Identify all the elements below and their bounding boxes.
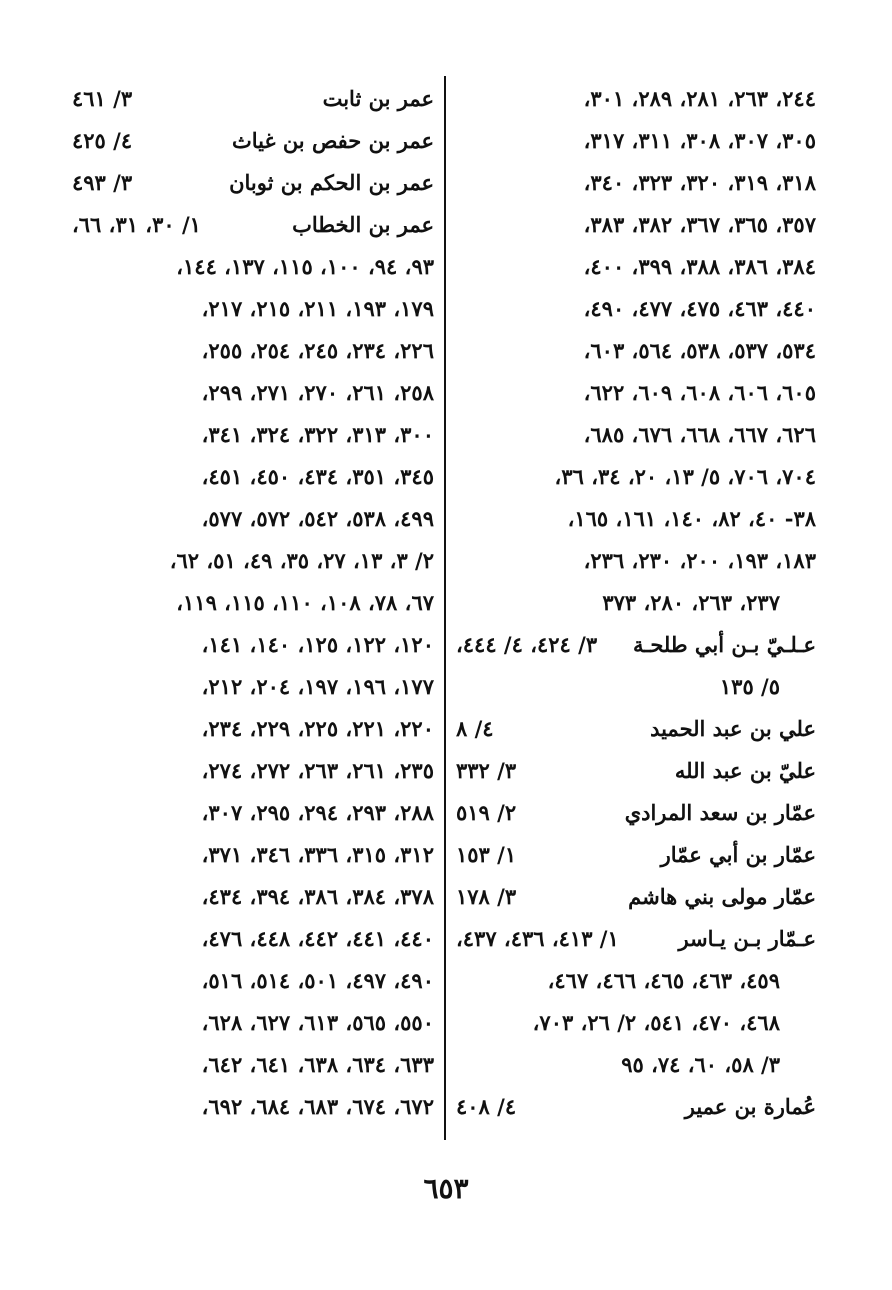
- reference-continuation: [72, 414, 434, 456]
- reference-list: ٣٥٧، ٣٦٥، ٣٦٧، ٣٨٢، ٣٨٣،: [583, 212, 816, 237]
- reference-continuation: [72, 456, 434, 498]
- reference-list: ٤٤٠، ٤٦٣، ٤٧٥، ٤٧٧، ٤٩٠،: [583, 296, 816, 321]
- reference-list: ٤٦٨، ٤٧٠، ٥٤١، ٢/ ٢٦، ٧٠٣،: [532, 1010, 780, 1035]
- reference-list: ٢٥٨، ٢٦١، ٢٧٠، ٢٧١، ٢٩٩،: [201, 380, 434, 405]
- reference-list: ٢/ ٣، ١٣، ٢٧، ٣٥، ٤٩، ٥١، ٦٢،: [169, 548, 434, 573]
- index-entry: [72, 120, 434, 162]
- reference-continuation: [456, 498, 816, 540]
- reference-continuation: [72, 288, 434, 330]
- entry-name: عـلـيّ بـن أبي طلحـة: [632, 632, 816, 657]
- reference-continuation: [456, 414, 816, 456]
- entry-name: عـمّار بـن يـاسر: [678, 926, 816, 951]
- entry-name: علي بن عبد الحميد: [650, 716, 816, 741]
- reference-continuation: [72, 246, 434, 288]
- reference-list: ٢٢٠، ٢٢١، ٢٢٥، ٢٢٩، ٢٣٤،: [201, 716, 434, 741]
- index-entry: [456, 708, 816, 750]
- reference-list: ٣/ ٥٨، ٦٠، ٧٤، ٩٥: [621, 1052, 780, 1077]
- reference-continuation: [72, 1002, 434, 1044]
- reference-list: ٥٣٤، ٥٣٧، ٥٣٨، ٥٦٤، ٦٠٣،: [583, 338, 816, 363]
- reference-continuation: [72, 1086, 434, 1128]
- entry-references: ٢/ ٥١٩: [456, 800, 517, 825]
- reference-continuation: [72, 708, 434, 750]
- entry-references: ١/ ١٥٣: [456, 842, 517, 867]
- reference-continuation: [456, 162, 816, 204]
- reference-continuation: [72, 876, 434, 918]
- reference-continuation: [72, 666, 434, 708]
- reference-continuation: [72, 750, 434, 792]
- entry-references: ٣/ ٤٢٤، ٤/ ٤٤٤،: [456, 632, 598, 657]
- reference-list: ٦٣٣، ٦٣٤، ٦٣٨، ٦٤١، ٦٤٢،: [201, 1052, 434, 1077]
- entry-name: عليّ بن عبد الله: [674, 758, 816, 783]
- entry-references: ٣/ ١٧٨: [456, 884, 517, 909]
- reference-continuation: [72, 540, 434, 582]
- reference-list: ٤٤٠، ٤٤١، ٤٤٢، ٤٤٨، ٤٧٦،: [201, 926, 434, 951]
- entry-references: ٤/ ٤٢٥: [72, 128, 133, 153]
- reference-list: ٦٧، ٧٨، ١٠٨، ١١٠، ١١٥، ١١٩،: [176, 590, 434, 615]
- entry-name: عُمارة بن عمير: [684, 1094, 816, 1119]
- reference-list: ٥٥٠، ٥٦٥، ٦١٣، ٦٢٧، ٦٢٨،: [201, 1010, 434, 1035]
- entry-references: ٣/ ٣٣٢: [456, 758, 517, 783]
- reference-continuation: [456, 960, 816, 1002]
- reference-continuation: [72, 1044, 434, 1086]
- reference-list: ٦٧٢، ٦٧٤، ٦٨٣، ٦٨٤، ٦٩٢،: [201, 1094, 434, 1119]
- index-entry: [456, 792, 816, 834]
- entry-name: عمر بن حفص بن غياث: [232, 128, 434, 153]
- reference-continuation: [456, 204, 816, 246]
- reference-list: ٣٨- ٤٠، ٨٢، ١٤٠، ١٦١، ١٦٥،: [567, 506, 816, 531]
- reference-continuation: [456, 246, 816, 288]
- reference-list: ٣٠٥، ٣٠٧، ٣٠٨، ٣١١، ٣١٧،: [583, 128, 816, 153]
- reference-continuation: [456, 1044, 816, 1086]
- reference-list: ٣١٨، ٣١٩، ٣٢٠، ٣٢٣، ٣٤٠،: [583, 170, 816, 195]
- reference-list: ٦٠٥، ٦٠٦، ٦٠٨، ٦٠٩، ٦٢٢،: [583, 380, 816, 405]
- index-entry: [72, 78, 434, 120]
- entry-name: عمر بن الخطاب: [292, 212, 434, 237]
- left-column: [72, 78, 434, 1128]
- entry-references: ٣/ ٤٦١: [72, 86, 133, 111]
- index-entry: [456, 918, 816, 960]
- reference-list: ٢٤٤، ٢٦٣، ٢٨١، ٢٨٩، ٣٠١،: [583, 86, 816, 111]
- reference-continuation: [456, 330, 816, 372]
- reference-continuation: [456, 666, 816, 708]
- page-number: ٦٥٣: [423, 1172, 469, 1205]
- reference-list: ٥/ ١٣٥: [719, 674, 780, 699]
- reference-continuation: [72, 372, 434, 414]
- entry-references: ٤/ ٨: [456, 716, 494, 741]
- reference-list: ٣٠٠، ٣١٣، ٣٢٢، ٣٢٤، ٣٤١،: [201, 422, 434, 447]
- reference-list: ٢٣٥، ٢٦١، ٢٦٣، ٢٧٢، ٢٧٤،: [201, 758, 434, 783]
- reference-list: ٣١٢، ٣١٥، ٣٣٦، ٣٤٦، ٣٧١،: [201, 842, 434, 867]
- reference-continuation: [72, 624, 434, 666]
- reference-continuation: [456, 288, 816, 330]
- entry-name: عمّار بن سعد المرادي: [624, 800, 816, 825]
- entry-references: ٣/ ٤٩٣: [72, 170, 133, 195]
- entry-references: ٤/ ٤٠٨: [456, 1094, 517, 1119]
- reference-continuation: [456, 1002, 816, 1044]
- right-column: [456, 78, 816, 1128]
- entry-name: عمّار مولى بني هاشم: [628, 884, 816, 909]
- entry-name: عمر بن ثابت: [322, 86, 434, 111]
- reference-list: ٢٢٦، ٢٣٤، ٢٤٥، ٢٥٤، ٢٥٥،: [201, 338, 434, 363]
- reference-continuation: [72, 960, 434, 1002]
- reference-list: ٤٩٠، ٤٩٧، ٥٠١، ٥١٤، ٥١٦،: [201, 968, 434, 993]
- reference-list: ٤٩٩، ٥٣٨، ٥٤٢، ٥٧٢، ٥٧٧،: [201, 506, 434, 531]
- reference-continuation: [72, 582, 434, 624]
- reference-continuation: [456, 78, 816, 120]
- reference-list: ١٨٣، ١٩٣، ٢٠٠، ٢٣٠، ٢٣٦،: [583, 548, 816, 573]
- index-entry: [456, 834, 816, 876]
- index-entry: [456, 624, 816, 666]
- index-entry: [72, 162, 434, 204]
- reference-continuation: [72, 498, 434, 540]
- reference-continuation: [72, 330, 434, 372]
- index-entry: [456, 750, 816, 792]
- reference-list: ٣٨٤، ٣٨٦، ٣٨٨، ٣٩٩، ٤٠٠،: [583, 254, 816, 279]
- index-entry: [456, 1086, 816, 1128]
- index-entry: [456, 876, 816, 918]
- entry-name: عمّار بن أبي عمّار: [660, 842, 816, 867]
- entry-references: ١/ ٣٠، ٣١، ٦٦،: [72, 212, 201, 237]
- reference-list: ١٧٩، ١٩٣، ٢١١، ٢١٥، ٢١٧،: [201, 296, 434, 321]
- reference-list: ٤٥٩، ٤٦٣، ٤٦٥، ٤٦٦، ٤٦٧،: [547, 968, 780, 993]
- reference-list: ٢٨٨، ٢٩٣، ٢٩٤، ٢٩٥، ٣٠٧،: [201, 800, 434, 825]
- reference-continuation: [72, 834, 434, 876]
- reference-continuation: [456, 540, 816, 582]
- reference-continuation: [456, 456, 816, 498]
- reference-continuation: [456, 372, 816, 414]
- reference-list: ٩٣، ٩٤، ١٠٠، ١١٥، ١٣٧، ١٤٤،: [176, 254, 434, 279]
- column-divider: [444, 76, 446, 1140]
- reference-continuation: [456, 120, 816, 162]
- reference-list: ٦٢٦، ٦٦٧، ٦٦٨، ٦٧٦، ٦٨٥،: [583, 422, 816, 447]
- reference-list: ٧٠٤، ٧٠٦، ٥/ ١٣، ٢٠، ٣٤، ٣٦،: [554, 464, 816, 489]
- reference-list: ٣٧٨، ٣٨٤، ٣٨٦، ٣٩٤، ٤٣٤،: [201, 884, 434, 909]
- reference-list: ٣٤٥، ٣٥١، ٤٣٤، ٤٥٠، ٤٥١،: [201, 464, 434, 489]
- index-entry: [72, 204, 434, 246]
- entry-name: عمر بن الحكم بن ثوبان: [229, 170, 434, 195]
- reference-continuation: [72, 918, 434, 960]
- entry-references: ١/ ٤١٣، ٤٣٦، ٤٣٧،: [456, 926, 619, 951]
- reference-list: ١٢٠، ١٢٢، ١٢٥، ١٤٠، ١٤١،: [201, 632, 434, 657]
- reference-list: ٢٣٧، ٢٦٣، ٢٨٠، ٣٧٣: [602, 590, 780, 615]
- reference-list: ١٧٧، ١٩٦، ١٩٧، ٢٠٤، ٢١٢،: [201, 674, 434, 699]
- reference-continuation: [456, 582, 816, 624]
- reference-continuation: [72, 792, 434, 834]
